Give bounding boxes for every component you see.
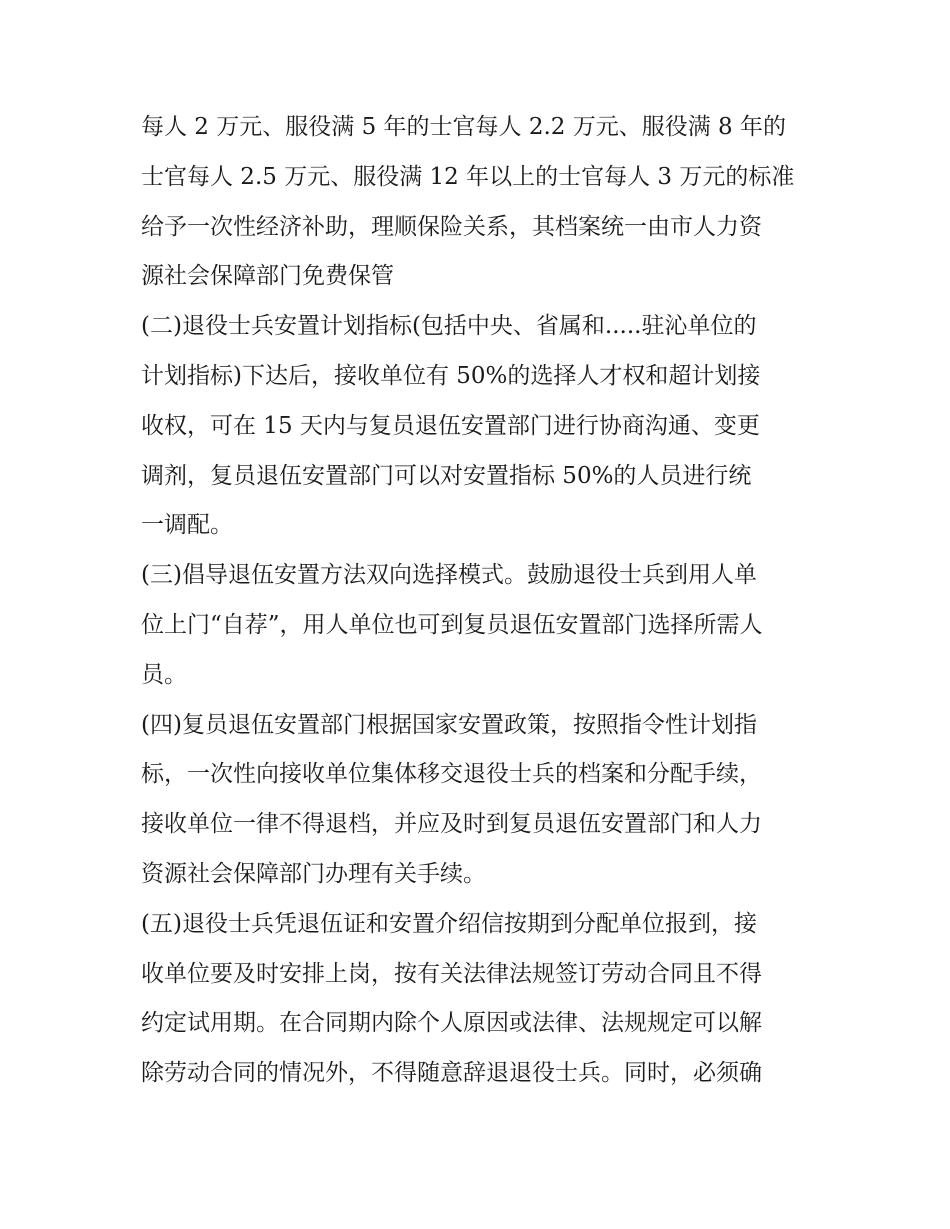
text-line: (五)退役士兵凭退伍证和安置介绍信按期到分配单位报到，接 <box>141 910 757 937</box>
text-line: 士官每人 2.5 万元、服役满 12 年以上的士官每人 3 万元的标准 <box>141 163 795 190</box>
text-line: 员。 <box>141 661 187 688</box>
text-line: 每人 2 万元、服役满 5 年的士官每人 2.2 万元、服役满 8 年的 <box>141 114 786 140</box>
text-line: 给予一次性经济补助，理顺保险关系，其档案统一由市人力资 <box>141 213 762 240</box>
document-body <box>141 103 821 1099</box>
text-line: 收权，可在 15 天内与复员退伍安置部门进行协商沟通、变更 <box>141 412 760 439</box>
text-line: 接收单位一律不得退档，并应及时到复员退伍安置部门和人力 <box>141 811 762 838</box>
text-line: 计划指标)下达后，接收单位有 50%的选择人才权和超计划接 <box>141 362 761 389</box>
text-line: (四)复员退伍安置部门根据国家安置政策，按照指令性计划指 <box>141 711 757 738</box>
text-line: 除劳动合同的情况外，不得随意辞退退役士兵。同时，必须确 <box>141 1060 762 1087</box>
text-line: 约定试用期。在合同期内除个人原因或法律、法规规定可以解 <box>141 1010 762 1037</box>
text-line: 标，一次性向接收单位集体移交退役士兵的档案和分配手续， <box>141 761 762 788</box>
text-line: (二)退役士兵安置计划指标(包括中央、省属和.....驻沁单位的 <box>141 313 757 340</box>
text-line: 收单位要及时安排上岗，按有关法律法规签订劳动合同且不得 <box>141 960 762 987</box>
text-line: 一调配。 <box>141 512 233 539</box>
text-line: 调剂，复员退伍安置部门可以对安置指标 50%的人员进行统 <box>141 462 752 489</box>
text-line: 位上门“自荐”，用人单位也可到复员退伍安置部门选择所需人 <box>141 611 763 638</box>
text-line: 源社会保障部门免费保管 <box>141 263 394 290</box>
text-line: 资源社会保障部门办理有关手续。 <box>141 860 486 887</box>
text-line: (三)倡导退伍安置方法双向选择模式。鼓励退役士兵到用人单 <box>141 562 757 589</box>
